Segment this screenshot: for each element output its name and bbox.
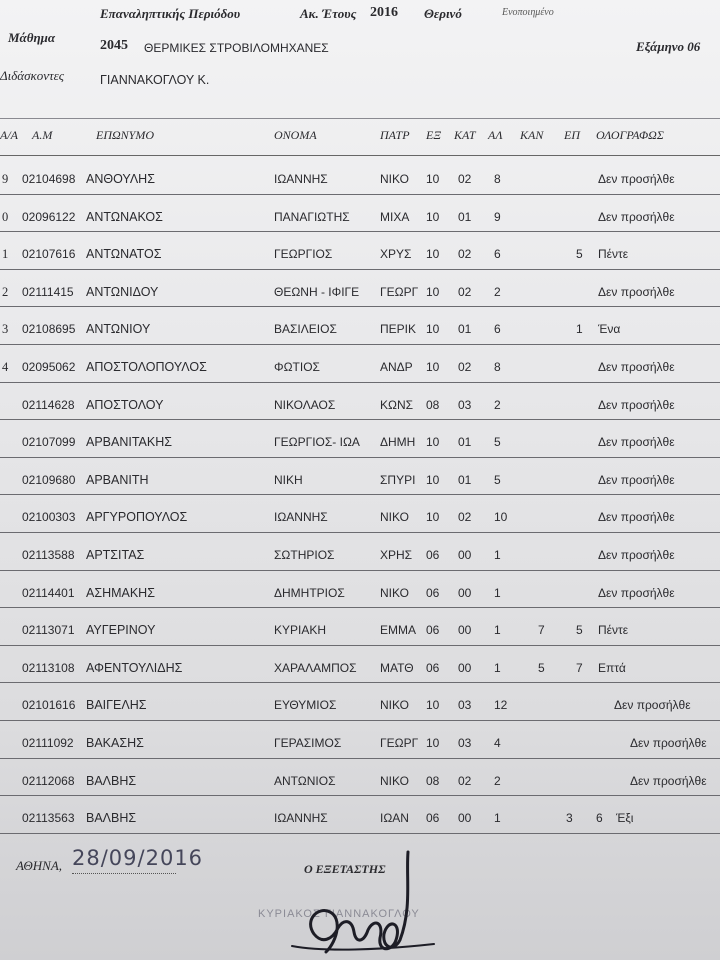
row-surname: ΑΝΤΩΝΙΟΥ [86,322,151,337]
row-am: 02096122 [22,209,76,224]
row-name: ΦΩΤΙΟΣ [274,359,320,374]
row-surname: ΒΑΛΒΗΣ [86,811,137,826]
row-al: 4 [494,735,501,750]
row-patronymic: ΜΑΤΘ [380,660,414,675]
row-patronymic: ΣΠΥΡΙ [380,472,416,487]
table-row [0,721,720,759]
row-category: 01 [458,209,472,224]
col-am: Α.Μ [32,128,53,142]
row-semester: 10 [426,209,440,224]
row-al: 8 [494,172,501,186]
row-semester: 08 [426,397,440,412]
row-semester: 10 [426,359,440,374]
col-ol: ΟΛΟΓΡΑΦΩΣ [596,128,664,142]
city-label: ΑΘΗΝΑ, [16,858,63,873]
row-kan: 3 [566,811,573,826]
row-al: 2 [494,773,501,788]
col-name: ΟΝΟΜΑ [274,128,317,142]
row-al: 5 [494,435,501,450]
row-surname: ΒΑΚΑΣΗΣ [86,735,144,750]
date-line [72,873,176,874]
row-al: 1 [494,811,501,826]
row-name: ΙΩΑΝΝΗΣ [274,510,328,525]
row-category: 02 [458,172,472,186]
row-semester: 06 [426,547,440,562]
row-patronymic: ΙΩΑΝ [380,811,409,826]
row-name: ΕΥΘΥΜΙΟΣ [274,698,337,713]
row-category: 00 [458,547,472,562]
row-grade-words: Δεν προσήλθε [598,359,675,374]
table-row [0,458,720,496]
row-al: 5 [494,472,501,487]
row-grade-words: Επτά [598,660,626,675]
unified-label: Ενοποιημένο [502,7,554,18]
row-semester: 10 [426,435,440,450]
row-category: 00 [458,660,472,675]
row-semester: 10 [426,172,440,186]
row-am: 02113108 [22,660,75,675]
row-surname: ΑΥΓΕΡΙΝΟΥ [86,623,156,638]
row-am: 02109680 [22,472,76,487]
instructors-label: Διδάσκοντες [0,68,65,83]
col-ep: ΕΠ [564,128,580,142]
row-name: ΧΑΡΑΛΑΜΠΟΣ [274,660,357,675]
row-grade: 5 [576,623,583,638]
table-row [0,608,720,646]
col-kat: ΚΑΤ [454,128,476,142]
row-category: 00 [458,585,472,600]
row-index: 2 [2,284,9,299]
col-idx: Α/Α [0,128,18,142]
row-al: 8 [494,359,501,374]
handwritten-date: 28/09/2016 [72,846,204,870]
row-grade-words: Δεν προσήλθε [614,698,691,713]
row-category: 00 [458,623,472,638]
course-code: 2045 [100,38,128,53]
row-am: 02101616 [22,698,76,713]
row-am: 02108695 [22,322,76,337]
row-surname: ΑΝΤΩΝΑΤΟΣ [86,247,162,262]
row-patronymic: ΕΜΜΑ [380,623,416,638]
row-semester: 06 [426,585,440,600]
row-grade-words: Δεν προσήλθε [630,735,707,750]
period-label: Επαναληπτικής Περιόδου [100,6,241,21]
row-name: ΔΗΜΗΤΡΙΟΣ [274,585,345,600]
semester-label: Εξάμηνο 06 [636,39,701,54]
row-al: 6 [494,247,501,262]
signature-icon [284,848,444,960]
row-name: ΓΕΩΡΓΙΟΣ [274,247,333,262]
row-kan: 7 [538,623,545,638]
row-grade-words: Δεν προσήλθε [598,510,675,525]
row-grade-words: Δεν προσήλθε [598,397,675,412]
row-grade-words: Δεν προσήλθε [598,472,675,487]
row-semester: 10 [426,322,440,337]
row-am: 02111092 [22,735,74,750]
row-grade-words: Δεν προσήλθε [598,585,675,600]
row-name: ΙΩΑΝΝΗΣ [274,172,328,186]
col-al: ΑΛ [488,128,503,142]
row-category: 02 [458,247,472,262]
row-category: 00 [458,811,472,826]
row-kan: 5 [538,660,545,675]
row-surname: ΑΡΒΑΝΙΤΗ [86,472,149,487]
examiner-label: Ο ΕΞΕΤΑΣΤΗΣ [304,862,386,876]
table-row [0,270,720,308]
col-ex: ΕΞ [426,128,441,142]
row-grade-words: Δεν προσήλθε [598,172,675,186]
row-semester: 06 [426,811,440,826]
row-am: 02095062 [22,359,76,374]
table-row [0,195,720,233]
course-label: Μάθημα [8,30,56,45]
row-category: 02 [458,510,472,525]
row-category: 01 [458,472,472,487]
row-al: 2 [494,284,501,299]
row-patronymic: ΔΗΜΗ [380,435,416,450]
season-label: Θερινό [424,6,462,21]
row-category: 03 [458,735,472,750]
row-patronymic: ΠΕΡΙΚ [380,322,417,337]
table-row [0,345,720,383]
table-row [0,420,720,458]
top-rule [0,118,720,119]
row-index: 3 [2,322,9,337]
row-grade-words: Ένα [598,322,621,337]
table-row [0,307,720,345]
row-patronymic: ΑΝΔΡ [380,359,413,374]
row-category: 01 [458,322,472,337]
row-surname: ΒΑΛΒΗΣ [86,773,137,788]
row-surname: ΑΣΗΜΑΚΗΣ [86,585,155,600]
row-semester: 06 [426,660,440,675]
row-semester: 06 [426,623,440,638]
row-surname: ΑΡΓΥΡΟΠΟΥΛΟΣ [86,510,188,525]
row-name: ΓΕΩΡΓΙΟΣ- ΙΩΑ [274,435,360,450]
row-am: 02104698 [22,172,76,186]
row-grade: 6 [596,811,603,826]
row-grade-words: Πέντε [598,247,629,262]
row-al: 6 [494,322,501,337]
row-am: 02113563 [22,811,75,826]
row-surname: ΑΠΟΣΤΟΛΟΥ [86,397,164,412]
table-row [0,495,720,533]
table-row [0,232,720,270]
row-al: 2 [494,397,501,412]
col-patr: ΠΑΤΡ [380,128,410,142]
row-semester: 10 [426,247,440,262]
row-semester: 10 [426,735,440,750]
row-al: 1 [494,547,501,562]
row-patronymic: ΝΙΚΟ [380,773,409,788]
row-name: ΠΑΝΑΓΙΩΤΗΣ [274,209,350,224]
row-am: 02114628 [22,397,75,412]
student-table [0,157,720,834]
row-am: 02107616 [22,247,76,262]
row-semester: 10 [426,472,440,487]
row-patronymic: ΝΙΚΟ [380,510,409,525]
row-al: 12 [494,698,508,713]
examiner-stamp: ΚΥΡΙΑΚΟΣ ΓΙΑΝΝΑΚΟΓΛΟΥ [258,908,420,920]
row-am: 02113071 [22,623,75,638]
table-row [0,383,720,421]
row-patronymic: ΧΡΗΣ [380,547,413,562]
row-surname: ΑΝΤΩΝΑΚΟΣ [86,209,163,224]
row-name: ΣΩΤΗΡΙΟΣ [274,547,335,562]
row-name: ΒΑΣΙΛΕΙΟΣ [274,322,337,337]
row-name: ΚΥΡΙΑΚΗ [274,623,327,638]
row-al: 10 [494,510,508,525]
row-index: 1 [2,247,9,262]
row-semester: 08 [426,773,440,788]
table-row [0,571,720,609]
row-index: 0 [2,209,9,224]
row-am: 02100303 [22,510,76,525]
row-surname: ΑΡΒΑΝΙΤΑΚΗΣ [86,435,172,450]
course-name: ΘΕΡΜΙΚΕΣ ΣΤΡΟΒΙΛΟΜΗΧΑΝΕΣ [144,41,329,55]
row-grade-words: Δεν προσήλθε [598,209,675,224]
row-surname: ΑΠΟΣΤΟΛΟΠΟΥΛΟΣ [86,359,207,374]
row-patronymic: ΓΕΩΡΓ [380,284,419,299]
row-category: 02 [458,284,472,299]
row-am: 02114401 [22,585,75,600]
table-row [0,683,720,721]
row-index: 4 [2,359,9,374]
row-patronymic: ΓΕΩΡΓ [380,735,419,750]
row-category: 02 [458,359,472,374]
row-patronymic: ΜΙΧΑ [380,209,410,224]
row-grade: 7 [576,660,583,675]
row-grade: 1 [576,322,583,337]
row-patronymic: ΚΩΝΣ [380,397,414,412]
row-name: ΙΩΑΝΝΗΣ [274,811,328,826]
col-kan: ΚΑΝ [520,128,544,142]
row-surname: ΑΦΕΝΤΟΥΛΙΔΗΣ [86,660,183,675]
row-grade-words: Δεν προσήλθε [598,547,675,562]
row-al: 1 [494,660,501,675]
row-semester: 10 [426,698,440,713]
row-am: 02112068 [22,773,75,788]
row-surname: ΑΝΤΩΝΙΔΟΥ [86,284,159,299]
academic-year: 2016 [370,5,398,20]
row-al: 9 [494,209,501,224]
row-category: 03 [458,397,472,412]
row-name: ΝΙΚΗ [274,472,303,487]
table-row [0,646,720,684]
row-patronymic: ΝΙΚΟ [380,172,409,186]
row-surname: ΒΑΙΓΕΛΗΣ [86,698,147,713]
row-surname: ΑΝΘΟΥΛΗΣ [86,172,155,186]
row-am: 02111415 [22,284,74,299]
row-semester: 10 [426,510,440,525]
row-patronymic: ΝΙΚΟ [380,585,409,600]
row-grade-words: Δεν προσήλθε [630,773,707,788]
row-patronymic: ΧΡΥΣ [380,247,412,262]
row-al: 1 [494,623,501,638]
row-grade-words: Δεν προσήλθε [598,284,675,299]
row-name: ΓΕΡΑΣΙΜΟΣ [274,735,342,750]
row-am: 02113588 [22,547,75,562]
row-grade-words: Δεν προσήλθε [598,435,675,450]
row-patronymic: ΝΙΚΟ [380,698,409,713]
row-name: ΘΕΩΝΗ - ΙΦΙΓΕ [274,284,360,299]
academic-year-label: Ακ. Έτους [300,6,357,21]
row-name: ΝΙΚΟΛΑΟΣ [274,397,336,412]
row-category: 01 [458,435,472,450]
row-semester: 10 [426,284,440,299]
row-grade: 5 [576,247,583,262]
row-category: 02 [458,773,472,788]
table-row [0,759,720,797]
row-surname: ΑΡΤΣΙΤΑΣ [86,547,145,562]
column-headers [0,128,720,148]
instructor-name: ΓΙΑΝΝΑΚΟΓΛΟΥ Κ. [100,73,210,87]
col-surname: ΕΠΩΝΥΜΟ [96,128,155,142]
row-category: 03 [458,698,472,713]
table-row [0,796,720,834]
row-grade-words: Πέντε [598,623,629,638]
table-row [0,157,720,195]
row-name: ΑΝΤΩΝΙΟΣ [274,773,336,788]
row-am: 02107099 [22,435,76,450]
row-index: 9 [2,172,9,186]
row-al: 1 [494,585,501,600]
header-rule [0,155,720,156]
row-grade-words: Έξι [616,811,634,826]
table-row [0,533,720,571]
